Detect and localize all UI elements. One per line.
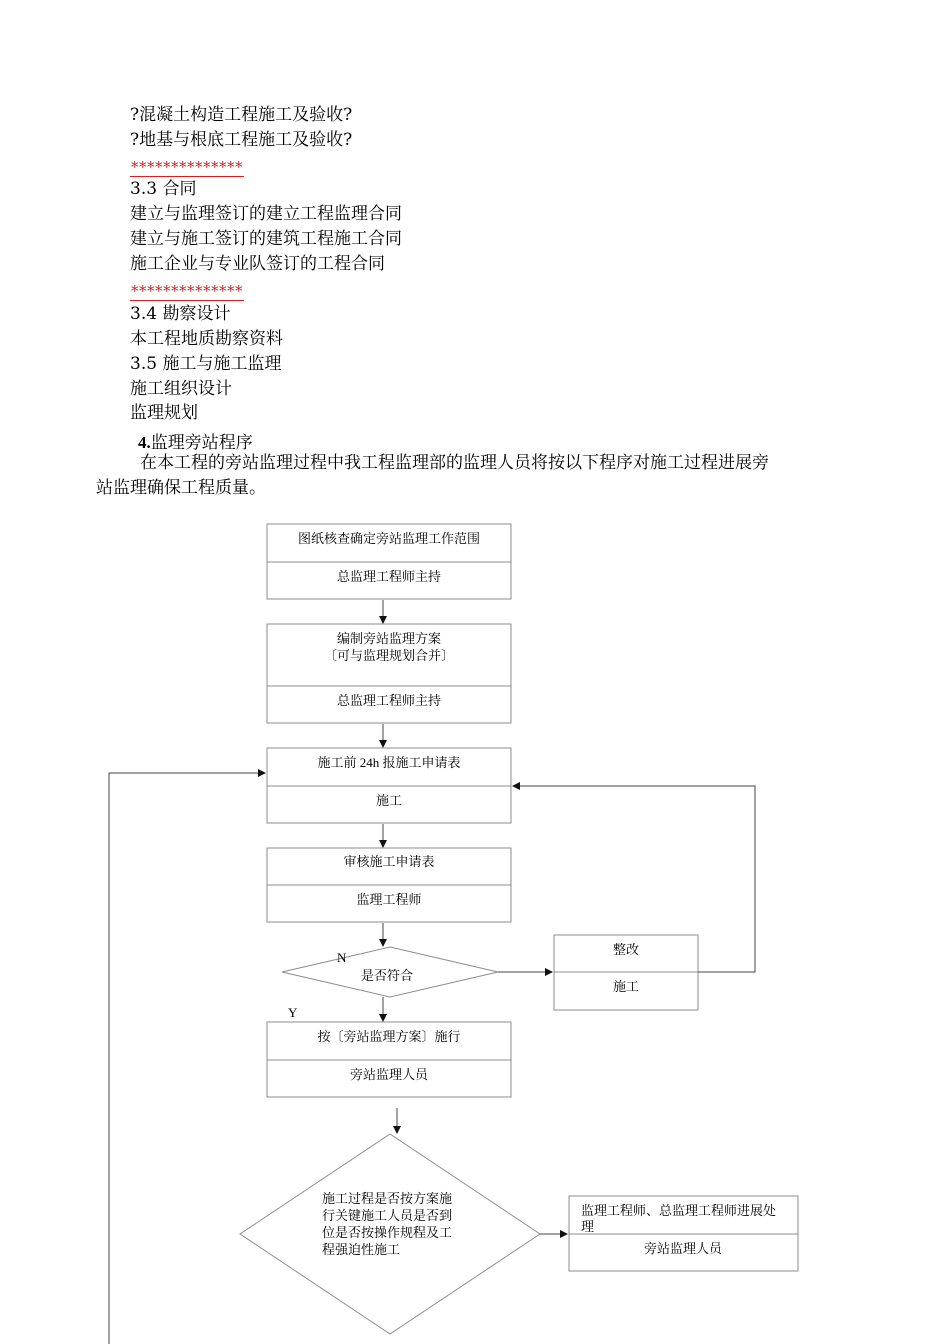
step-label: 施工前 24h 报施工申请表	[317, 755, 461, 770]
step-label: 图纸核查确定旁站监理工作范围	[297, 531, 481, 546]
yes-label: Y	[288, 1005, 298, 1020]
decision-label: 行关键施工人员是否到	[322, 1208, 453, 1223]
step-label: 整改	[612, 942, 640, 957]
step-review-drawings	[267, 524, 511, 599]
decision-label: 是否符合	[360, 968, 414, 983]
step-prepare-plan	[267, 624, 511, 723]
contract-item: 建立与施工签订的建筑工程施工合同	[130, 229, 402, 249]
step-owner: 旁站监理人员	[349, 1067, 429, 1082]
section-number: 4.	[138, 433, 151, 452]
step-label: 监理工程师、总监理工程师进展处	[581, 1203, 777, 1218]
step-review-application	[267, 848, 511, 922]
heading-3-5: 3.5 施工与施工监理	[130, 354, 282, 374]
standard-concrete: ?混凝土构造工程施工及验收?	[130, 105, 353, 125]
no-label: N	[337, 950, 347, 965]
heading-3-4: 3.4 勘察设计	[130, 304, 231, 324]
step-rectify	[554, 935, 698, 1010]
heading-3-3: 3.3 合同	[130, 179, 197, 199]
step-label: 审核施工申请表	[343, 854, 435, 869]
decision-process-check	[240, 1134, 540, 1334]
step-owner: 旁站监理人员	[643, 1241, 723, 1256]
decision-label: 位是否按操作规程及工	[322, 1225, 453, 1240]
step-label: 编制旁站监理方案	[336, 631, 442, 646]
stars-text: **************	[131, 282, 243, 300]
supervision-plan-item: 监理规划	[130, 403, 198, 423]
step-label: 〔可与监理规划合并〕	[323, 648, 455, 663]
step-owner: 总监理工程师主持	[336, 569, 442, 584]
contract-item: 施工企业与专业队签订的工程合同	[130, 254, 385, 274]
stars-text: **************	[131, 158, 243, 176]
step-handle-issues	[569, 1196, 798, 1271]
step-owner: 监理工程师	[356, 892, 422, 907]
step-owner: 总监理工程师主持	[336, 693, 442, 708]
decision-label: 施工过程是否按方案施	[322, 1191, 453, 1206]
construction-design-item: 施工组织设计	[130, 379, 232, 399]
paragraph-line-2: 站监理确保工程质量。	[96, 478, 266, 498]
decision-compliant	[282, 947, 498, 1020]
step-owner: 施工	[612, 979, 640, 994]
decision-label: 程强迫性施工	[322, 1242, 401, 1257]
standard-foundation: ?地基与根底工程施工及验收?	[130, 130, 353, 150]
contract-item: 建立与监理签订的建立工程监理合同	[130, 204, 402, 224]
step-execute-plan	[267, 1022, 511, 1097]
step-owner: 施工	[375, 793, 403, 808]
step-submit-application	[267, 748, 511, 823]
section-title: 监理旁站程序	[150, 433, 253, 453]
paragraph-line-1: 在本工程的旁站监理过程中我工程监理部的监理人员将按以下程序对施工过程进展旁	[140, 453, 769, 473]
loop-back-arrow	[109, 773, 265, 1344]
step-label: 按〔旁站监理方案〕施行	[317, 1029, 461, 1044]
step-label: 理	[581, 1219, 595, 1234]
survey-item: 本工程地质勘察资料	[130, 329, 283, 349]
